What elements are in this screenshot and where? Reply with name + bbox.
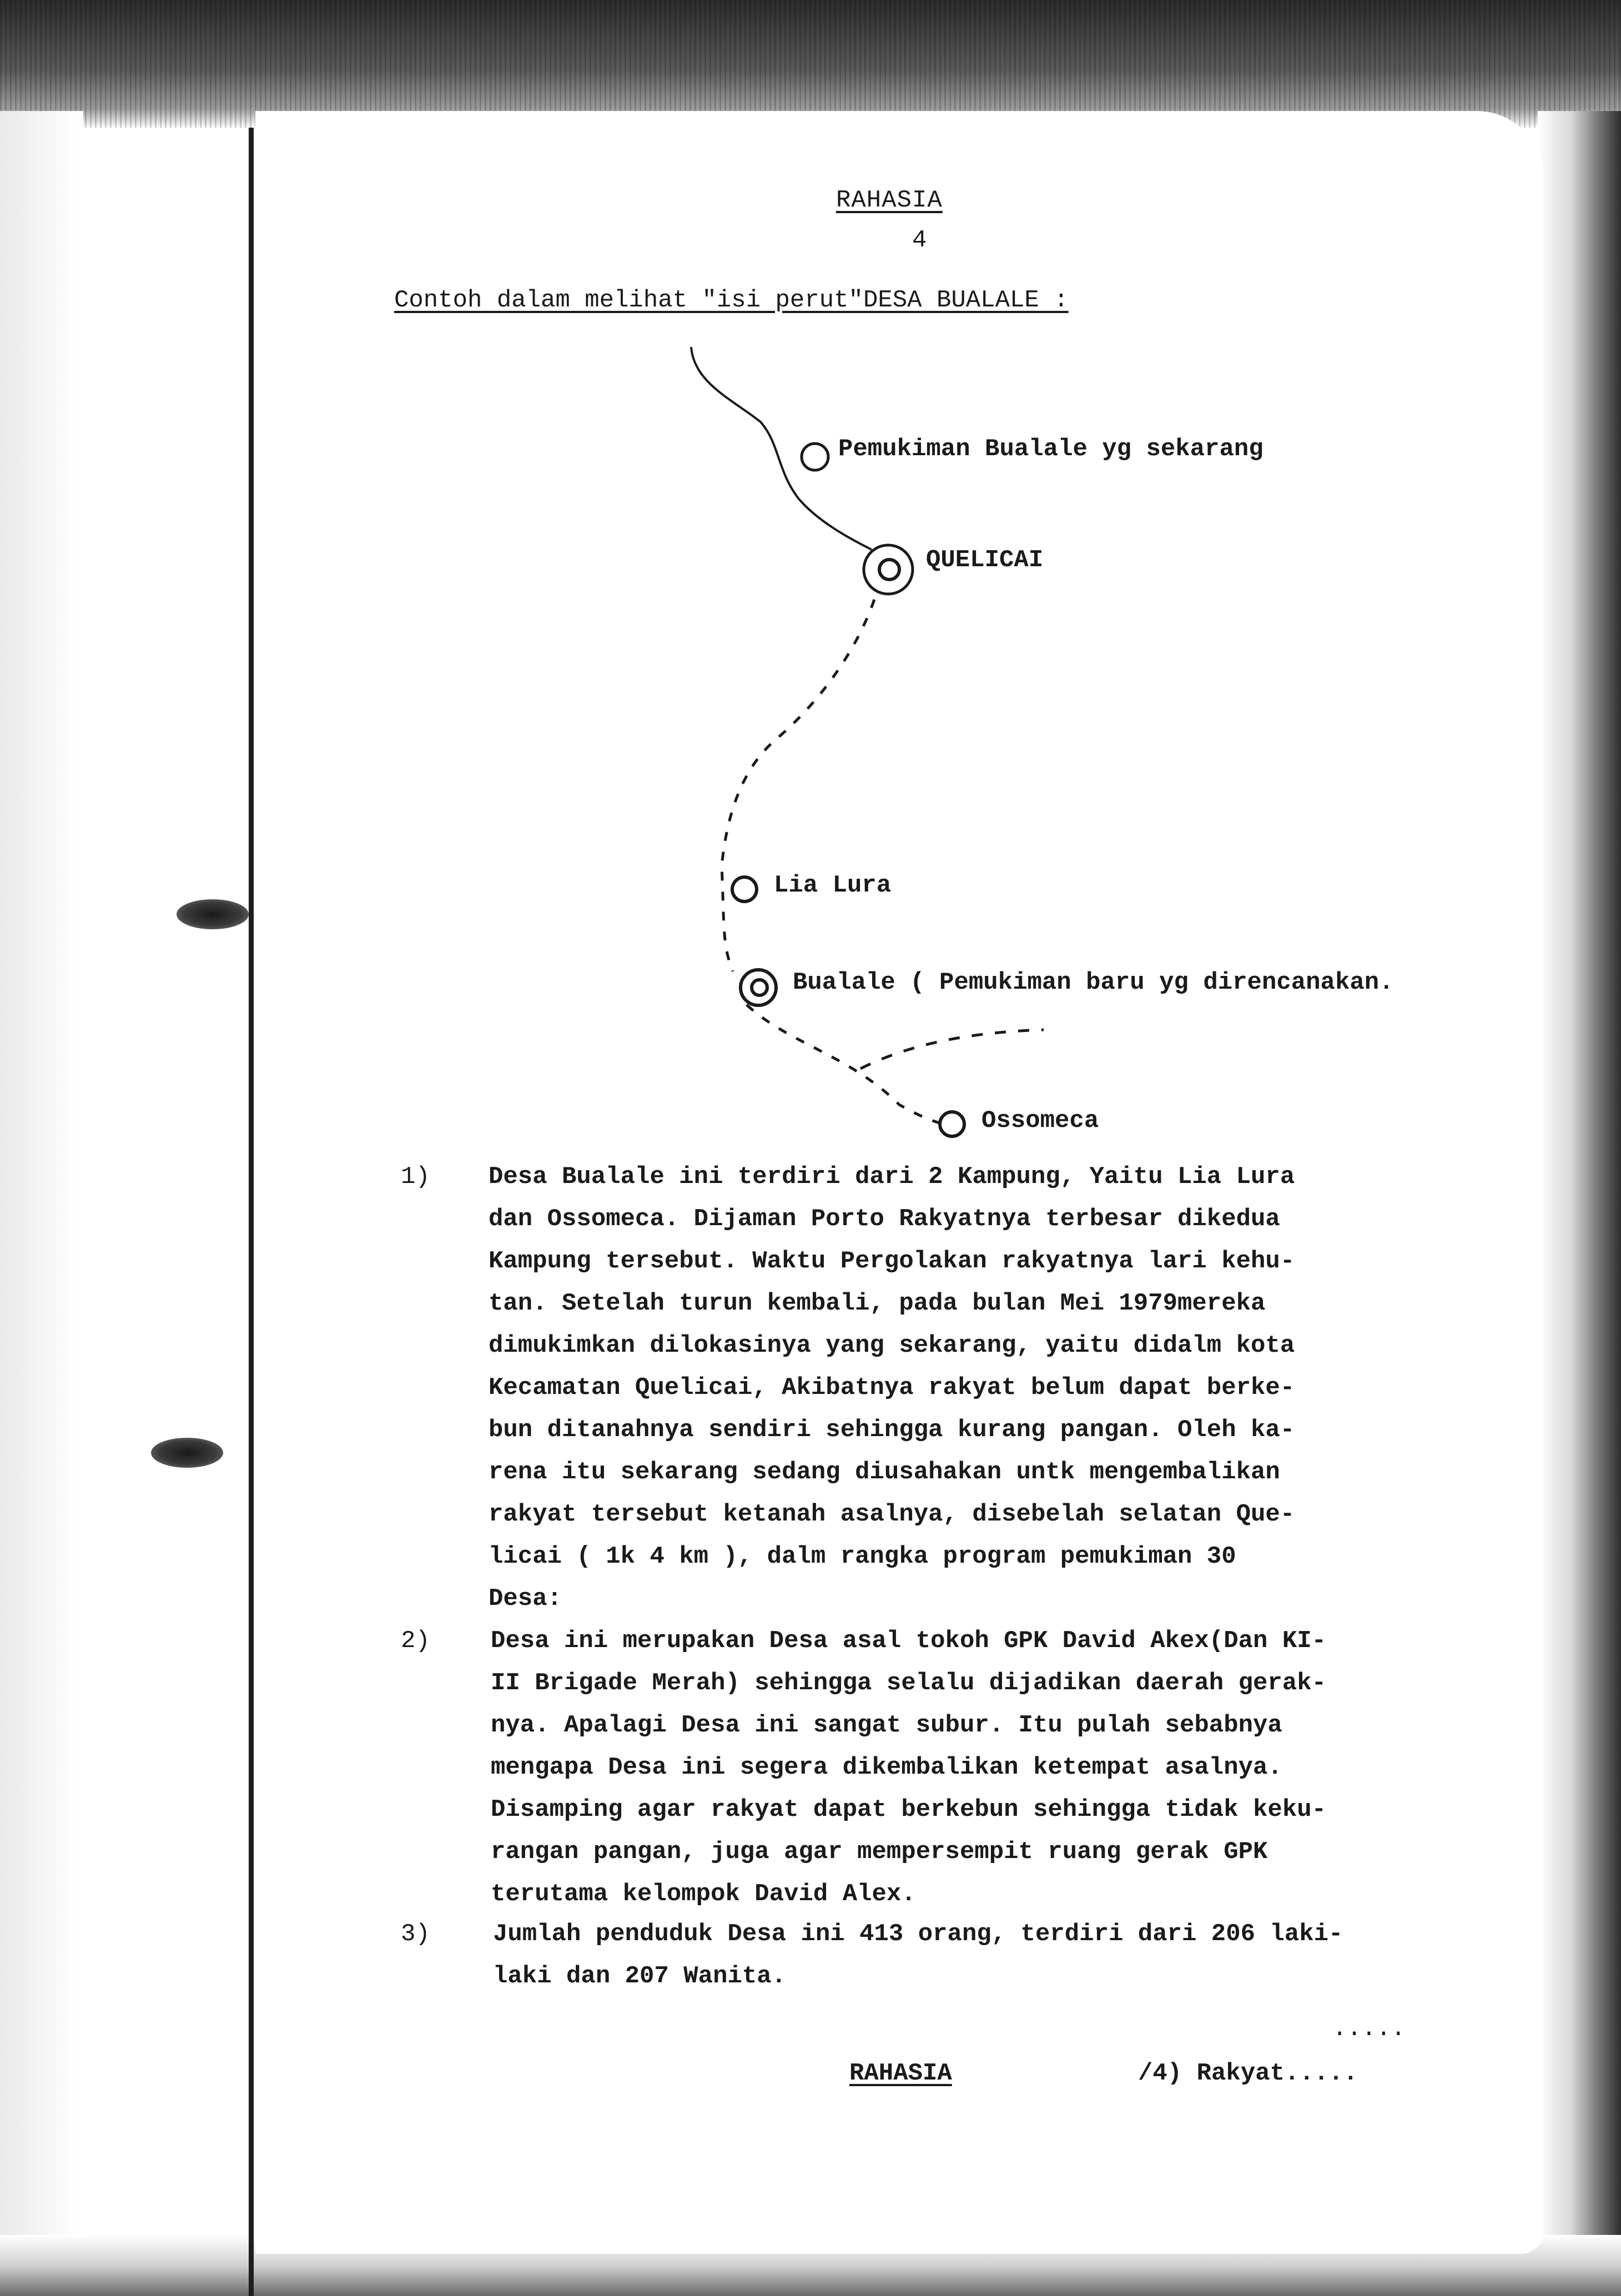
node-bualale-inner — [752, 980, 767, 995]
node-quelicai-inner — [879, 560, 899, 580]
label-quelicai: QUELICAI — [926, 546, 1044, 574]
item-text: Jumlah penduduk Desa ini 413 orang, terdiri dari 206 laki- laki dan 207 Wanita. — [493, 1920, 1343, 1990]
dashed-route-ossomeca — [747, 1005, 944, 1124]
label-pemukiman-sekarang: Pemukiman Bualale yg sekarang — [838, 435, 1263, 463]
node-pemukiman — [802, 444, 828, 470]
dashed-route-line — [722, 600, 874, 971]
item-number: 3) — [401, 1920, 430, 1948]
item-number: 1) — [401, 1163, 430, 1191]
node-lia-lura — [732, 877, 757, 902]
label-bualale-baru: Bualale ( Pemukiman baru yg direncanakan. — [793, 969, 1394, 996]
section-title: Contoh dalam melihat "isi perut"DESA BUALALE : — [394, 286, 1069, 314]
label-lia-lura: Lia Lura — [774, 872, 892, 899]
node-ossomeca — [940, 1112, 964, 1136]
classification-footer: RAHASIA — [849, 2060, 952, 2087]
dashed-route-branch — [860, 1030, 1044, 1069]
item-number: 2) — [401, 1627, 430, 1655]
classification-header: RAHASIA — [836, 187, 943, 214]
node-quelicai-outer — [864, 545, 913, 594]
footer-dots: ..... — [1332, 2015, 1406, 2043]
item-text: Desa Bualale ini terdiri dari 2 Kampung, Yaitu Lia Lura dan Ossomeca. Dijaman Porto Rakyatnya terbesar dikedua Kampung tersebut. Waktu Pergolakan rakyatnya lari kehu- tan. Setelah turun kembali, pada bulan Mei 1979mereka dimukimkan dilokasinya yang sekarang, yaitu didalm kota Kecamatan Quelicai, Akibatnya rakyat belum dapat berke- bun ditanahnya sendiri sehingga kurang pangan. Oleh ka- rena itu sekarang sedang diusahakan untk mengembalikan rakyat tersebut ketanah asalnya, disebelah selatan Que- licai ( 1k 4 km ), dalm rangka program pemukiman 30 Desa: — [489, 1163, 1295, 1613]
page-number: 4 — [912, 226, 927, 254]
node-bualale-outer — [741, 970, 776, 1005]
continuation-note: /4) Rakyat..... — [1138, 2060, 1358, 2087]
item-text: Desa ini merupakan Desa asal tokoh GPK David Akex(Dan KI- II Brigade Merah) sehingga selalu dijadikan daerah gerak- nya. Apalagi Desa ini sangat subur. Itu pulah sebabnya mengapa Desa ini segera dikembalikan ketempat asalnya. Disamping agar rakyat dapat berkebun sehingga tidak keku- rangan pangan, juga agar mempersempit ruang gerak GPK terutama kelompok David Alex. — [491, 1627, 1327, 1908]
label-ossomeca: Ossomeca — [981, 1107, 1099, 1135]
